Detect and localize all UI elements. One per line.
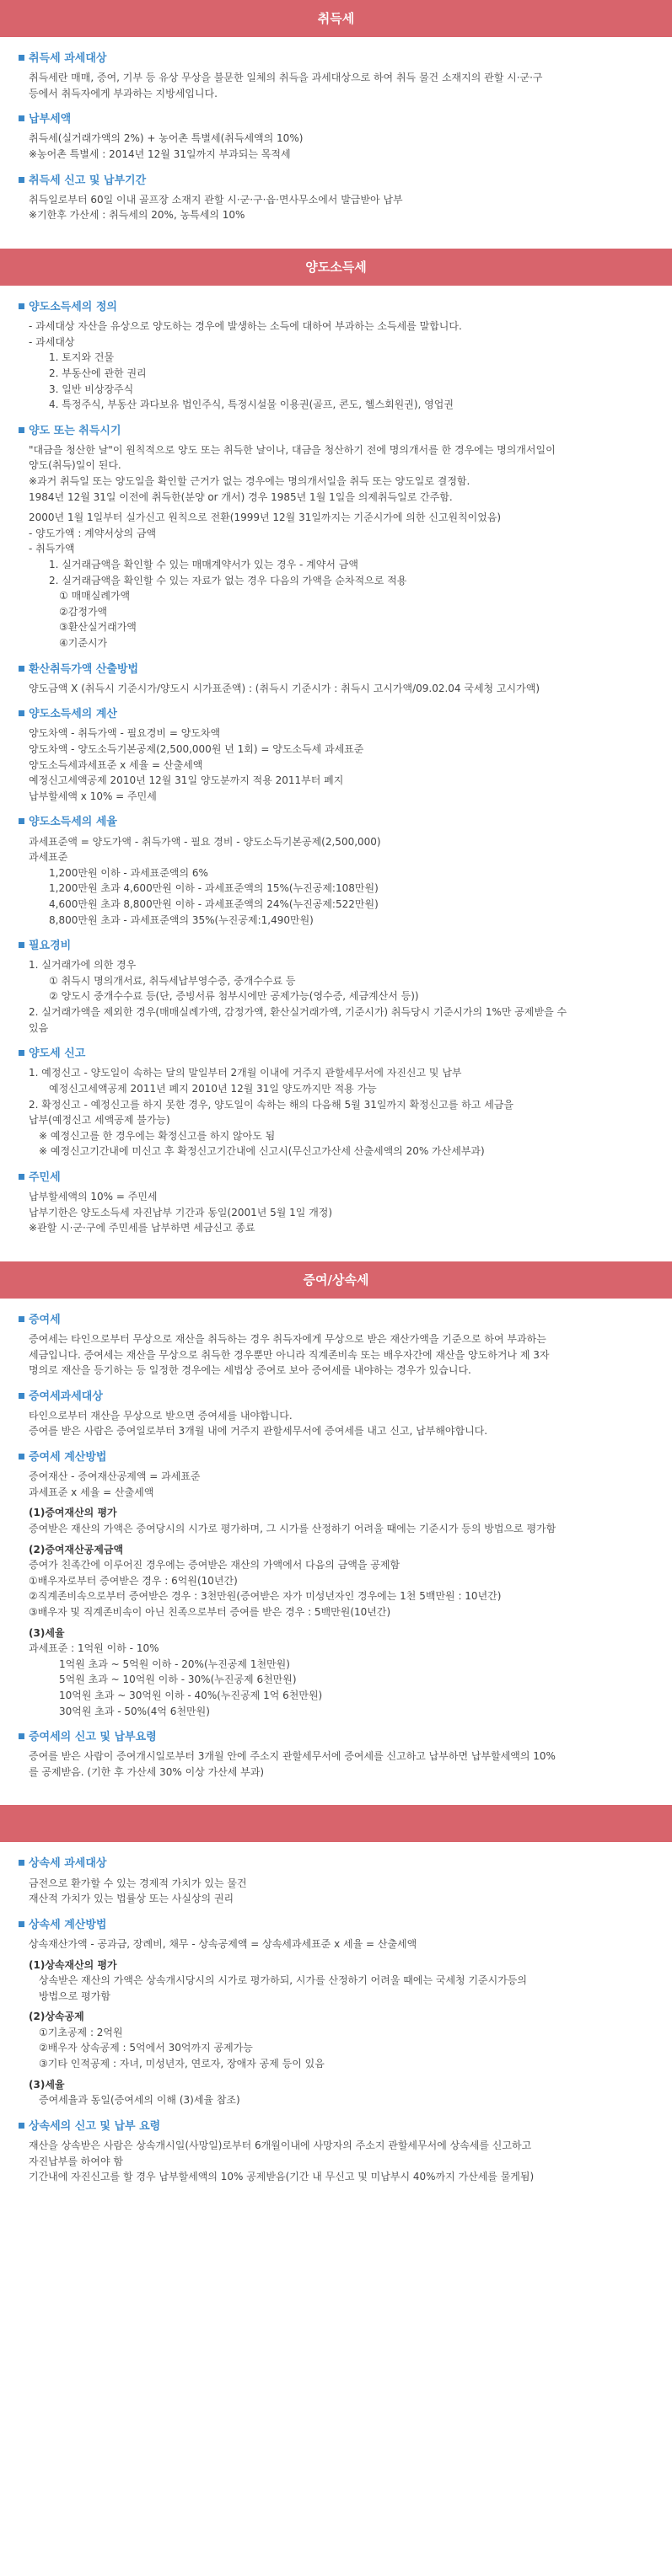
text-line: - 취득가액 — [29, 543, 75, 555]
text-line: 방법으로 평가함 — [39, 1990, 110, 2002]
text-line: 기간내에 자진신고를 할 경우 납부할세액의 10% 공제받음(기간 내 무신고 및 미납부시 40%까지 가산세를 물게됨) — [29, 2171, 535, 2183]
text-line: ※ 예정신고를 한 경우에는 확정신고를 하지 않아도 됨 — [39, 1129, 276, 1142]
acq-amount-title: 납부세액 — [19, 111, 653, 128]
text-line: - 양도가액 : 계약서상의 금액 — [29, 527, 157, 539]
text-line: 과세표준 x 세율 = 산출세액 — [29, 1486, 154, 1498]
text-line: 과세표준 : 1억원 이하 - 10% — [29, 1642, 159, 1655]
text-line: ②감정가액 — [59, 605, 108, 618]
gift-pay-title: 증여세의 신고 및 납부요령 — [19, 1729, 653, 1746]
text-line: 예정신고세액공제 2011년 폐지 2010년 12월 31일 양도까지만 적용 가능 — [49, 1082, 377, 1095]
text-line: ③환산실거래가액 — [59, 621, 137, 634]
text-line: ①기초공제 : 2억원 — [39, 2026, 123, 2038]
text-line: 납부(예정신고 세액공제 불가능) — [29, 1114, 170, 1127]
subheading: (1)증여재산의 평가 — [29, 1507, 117, 1519]
yang-rate-title: 양도소득세의 세율 — [19, 814, 653, 831]
text-line: ①배우자로부터 증여받은 경우 : 6억원(10년간) — [29, 1574, 238, 1587]
yang-time — [19, 423, 653, 651]
text-line: ④기준시가 — [59, 636, 108, 649]
text-line: - 과세대상 자산을 유상으로 양도하는 경우에 발생하는 소득에 대하여 부과하는 소득세를 말합니다. — [29, 320, 462, 333]
text-line: 재산을 상속받은 사람은 상속개시일(사망일)로부터 6개월이내에 사망자의 주소지 관할세무서에 상속세를 신고하고 — [29, 2140, 532, 2151]
text-line: 8,800만원 초과 - 과세표준액의 35%(누진공제:1,490만원) — [49, 913, 314, 926]
text-line: 증여를 받은 사람은 증여일로부터 3개월 내에 거주지 관할세무서에 증여세를 내고 신고, 납부해야합니다. — [29, 1425, 488, 1438]
text-line: 납부기한은 양도소득세 자진납부 기간과 동일(2001년 5월 1일 개정) — [29, 1206, 333, 1218]
inherit-target-title: 상속세 과세대상 — [19, 1856, 653, 1872]
subheading: (2)상속공제 — [29, 2011, 84, 2023]
yang-calc — [19, 706, 653, 804]
text-line: 4,600만원 초과 8,800만원 이하 - 과세표준액의 24%(누진공제:522만원) — [49, 897, 379, 910]
text-line: 1. 토지와 건물 — [49, 351, 115, 364]
yang-conversion — [19, 661, 653, 697]
subheading: (2)증여재산공제금액 — [29, 1543, 124, 1556]
transfer-tax-banner: 양도소득세 — [0, 249, 672, 286]
text-line: 취득세(실거래가액의 2%) + 농어촌 특별세(취득세액의 10%) — [29, 132, 304, 145]
text-line: 상속받은 재산의 가액은 상속개시당시의 시가로 평가하되, 시가를 산정하기 어려울 때에는 국세청 기준시가등의 — [39, 1974, 528, 1987]
inheritance-tax-banner — [0, 1805, 672, 1842]
gift-definition — [19, 1312, 653, 1379]
text-line: 2. 확정신고 - 예정신고를 하지 못한 경우, 양도일이 속하는 해의 다음해 5월 31일까지 확정신고를 하고 세금을 — [29, 1098, 513, 1111]
text-line: 30억원 초과 - 50%(4억 6천만원) — [59, 1705, 210, 1717]
acq-item-target — [19, 51, 653, 101]
text-line: 양도금액 X (취득시 기준시가/양도시 시가표준액) : (취득시 기준시가 : 취득시 고시가액/09.02.04 국세청 고시가액) — [29, 682, 540, 694]
text-line: ※기한후 가산세 : 취득세의 20%, 농특세의 10% — [29, 209, 245, 222]
text-line: 과세표준 — [29, 851, 68, 864]
yang-resident — [19, 1170, 653, 1236]
text-line: 명의로 재산을 등기하는 등 일정한 경우에는 세법상 증여로 보아 증여세를 내야하는 경우가 있습니다. — [29, 1364, 471, 1377]
text-line: 취득일로부터 60일 이내 골프장 소재지 관할 시·군·구·읍·면사무소에서 발급받아 납부 — [29, 193, 403, 206]
transfer-tax-section — [0, 286, 672, 1261]
text-line: 2000년 1월 1일부터 실가신고 원칙으로 전환(1999년 12월 31일까지는 기준시가에 의한 신고원칙이었음) — [29, 511, 502, 524]
subheading: (3)세율 — [29, 1626, 65, 1639]
gift-tax-section — [0, 1299, 672, 1806]
yang-conversion-title: 환산취득가액 산출방법 — [19, 661, 653, 678]
text-line: 증여재산 - 증여재산공제액 = 과세표준 — [29, 1470, 201, 1483]
text-line: 3. 일반 비상장주식 — [49, 383, 134, 395]
text-line: 자진납부를 하여야 함 — [29, 2155, 123, 2167]
gift-definition-title: 증여세 — [19, 1312, 653, 1329]
inherit-calc-title: 상속세 계산방법 — [19, 1917, 653, 1934]
text-line: 증여가 친족간에 이루어진 경우에는 증여받은 재산의 가액에서 다음의 금액을 공제함 — [29, 1559, 401, 1572]
text-line: ※ 예정신고기간내에 미신고 후 확정신고기간내에 신고시(무신고가산세 산출세액의 20% 가산세부과) — [39, 1145, 485, 1158]
subheading: (1)상속재산의 평가 — [29, 1958, 117, 1971]
inherit-pay-title: 상속세의 신고 및 납부 요령 — [19, 2118, 653, 2135]
text-line: 1. 실거래가에 의한 경우 — [29, 959, 137, 972]
text-line: 있음 — [29, 1021, 49, 1034]
acquisition-tax-banner: 취득세 — [0, 0, 672, 37]
text-line: ③기타 인적공제 : 자녀, 미성년자, 연로자, 장애자 공제 등이 있음 — [39, 2058, 325, 2070]
text-line: 예정신고세액공제 2010년 12월 31일 양도분까지 적용 2011부터 폐지 — [29, 774, 344, 787]
text-line: 1,200만원 이하 - 과세표준액의 6% — [49, 866, 208, 879]
text-line: 1984년 12월 31일 이전에 취득한(분양 or 개서) 경우 1985년 1월 1일을 의제취득일로 간주함. — [29, 490, 453, 503]
text-line: 2. 실거래금액을 확인할 수 있는 자료가 없는 경우 다음의 가액을 순차적으로 적용 — [49, 574, 407, 586]
acq-target-title: 취득세 과세대상 — [19, 51, 653, 67]
inherit-target — [19, 1856, 653, 1906]
text-line: 금전으로 환가할 수 있는 경제적 가치가 있는 물건 — [29, 1877, 247, 1889]
text-line: ※관할 시·군·구에 주민세를 납부하면 세금신고 종료 — [29, 1222, 255, 1234]
text-line: 상속재산가액 - 공과금, 장례비, 채무 - 상속공제액 = 상속세과세표준 x 세율 = 산출세액 — [29, 1937, 417, 1950]
text-line: 양도소득세과세표준 x 세율 = 산출세액 — [29, 758, 203, 771]
text-line: 취득세란 매매, 증여, 기부 등 유상 무상을 불문한 일체의 취득을 과세대상으로 하여 취득 물건 소재지의 관할 시·군·구 — [29, 72, 543, 84]
text-line: 타인으로부터 재산을 무상으로 받으면 증여세를 내야합니다. — [29, 1409, 293, 1422]
gift-calc-title: 증여세 계산방법 — [19, 1449, 653, 1466]
text-line: 1. 실거래금액을 확인할 수 있는 매매계약서가 있는 경우 - 계약서 금액 — [49, 558, 358, 570]
yang-definition-title: 양도소득세의 정의 — [19, 299, 653, 316]
subheading: (3)세율 — [29, 2078, 65, 2091]
text-line: 양도(취득)일이 된다. — [29, 459, 121, 472]
text-line: 납부할세액 x 10% = 주민세 — [29, 790, 157, 802]
text-line: ① 매매실례가액 — [59, 590, 131, 602]
text-line: 증여받은 재산의 가액은 증여당시의 시가로 평가하며, 그 시가를 산정하기 어려울 때에는 기준시가 등의 방법으로 평가함 — [29, 1523, 556, 1534]
yang-report — [19, 1046, 653, 1159]
acquisition-tax-section — [0, 37, 672, 249]
yang-calc-title: 양도소득세의 계산 — [19, 706, 653, 723]
text-line: 1,200만원 초과 4,600만원 이하 - 과세표준액의 15%(누진공제:108만원) — [49, 882, 379, 895]
text-line: 재산적 가치가 있는 법률상 또는 사실상의 권리 — [29, 1893, 234, 1905]
text-line: ②배우자 상속공제 : 5억에서 30억까지 공제가능 — [39, 2042, 253, 2054]
yang-need — [19, 938, 653, 1036]
inherit-pay — [19, 2118, 653, 2185]
text-line: - 과세대상 — [29, 335, 75, 348]
inheritance-tax-section — [0, 1842, 672, 2209]
text-line: ① 취득시 명의개서료, 취득세납부영수증, 중개수수료 등 — [49, 974, 296, 987]
text-line: 증여세는 타인으로부터 무상으로 재산을 취득하는 경우 취득자에게 무상으로 받은 재산가액을 기준으로 하여 부과하는 — [29, 1332, 546, 1345]
gift-payer-title: 증여세과세대상 — [19, 1389, 653, 1406]
text-line: 1억원 초과 ~ 5억원 이하 - 20%(누진공제 1천만원) — [59, 1658, 290, 1670]
text-line: 4. 특정주식, 부동산 과다보유 법인주식, 특정시설물 이용권(골프, 콘도, 헬스회원권), 영업권 — [49, 399, 454, 411]
text-line: 를 공제받음. (기한 후 가산세 30% 이상 가산세 부과) — [29, 1765, 265, 1778]
text-line: 세금입니다. 증여세는 재산을 무상으로 취득한 경우뿐만 아니라 직계존비속 또는 배우자간에 재산을 양도하거나 제 3자 — [29, 1348, 550, 1361]
text-line: 2. 실거래가액을 제외한 경우(매매실례가액, 감정가액, 환산실거래가액, 기준시가) 취득당시 기준시가의 1%만 공제받을 수 — [29, 1006, 567, 1019]
yang-definition — [19, 299, 653, 413]
text-line: 양도차액 - 양도소득기본공제(2,500,000원 년 1회) = 양도소득세 과세표준 — [29, 743, 364, 756]
text-line: 1. 예정신고 - 양도일이 속하는 달의 말일부터 2개월 이내에 거주지 관할세무서에 자진신고 및 납부 — [29, 1067, 462, 1079]
yang-need-title: 필요경비 — [19, 938, 653, 955]
yang-resident-title: 주민세 — [19, 1170, 653, 1186]
text-line: 납부할세액의 10% = 주민세 — [29, 1191, 158, 1203]
text-line: 증여세율과 동일(증여세의 이해 (3)세율 참조) — [39, 2094, 240, 2107]
yang-rate — [19, 814, 653, 928]
gift-payer — [19, 1389, 653, 1439]
gift-calc — [19, 1449, 653, 1719]
text-line: 증여를 받은 사람이 증여개시일로부터 3개월 안에 주소지 관할세무서에 증여세를 신고하고 납부하면 납부할세액의 10% — [29, 1750, 556, 1763]
acq-item-amount — [19, 111, 653, 162]
text-line: "대금을 청산한 날"이 원칙적으로 양도 또는 취득한 날이나, 대금을 청산하기 전에 명의개서를 한 경우에는 명의개서일이 — [29, 443, 556, 456]
text-line: 등에서 취득자에게 부과하는 지방세입니다. — [29, 87, 218, 99]
text-line: 2. 부동산에 관한 권리 — [49, 367, 147, 379]
text-line: ②직계존비속으로부터 증여받은 경우 : 3천만원(증여받은 자가 미성년자인 경우에는 1천 5백만원 : 10년간) — [29, 1590, 502, 1603]
text-line: ② 양도시 중개수수료 등(단, 증빙서류 첨부시에만 공제가능(영수증, 세금계산서 등)) — [49, 990, 419, 1003]
inherit-calc — [19, 1917, 653, 2108]
text-line: 양도차액 - 취득가액 - 필요경비 = 양도차액 — [29, 727, 221, 740]
text-line: ※과거 취득일 또는 양도일을 확인할 근거가 없는 경우에는 명의개서일을 취득 또는 양도일로 결정함. — [29, 475, 470, 488]
gift-pay — [19, 1729, 653, 1780]
text-line: ③배우자 및 직계존비속이 아닌 친족으로부터 증여를 받은 경우 : 5백만원(10년간) — [29, 1605, 391, 1618]
text-line: ※농어촌 특별세 : 2014년 12월 31일까지 부과되는 목적세 — [29, 148, 291, 161]
text-line: 과세표준액 = 양도가액 - 취득가액 - 필요 경비 - 양도소득기본공제(2,500,000) — [29, 835, 381, 848]
acq-period-title: 취득세 신고 및 납부기간 — [19, 173, 653, 190]
gift-tax-banner: 증여/상속세 — [0, 1261, 672, 1299]
yang-report-title: 양도세 신고 — [19, 1046, 653, 1063]
yang-time-title: 양도 또는 취득시기 — [19, 423, 653, 440]
text-line: 10억원 초과 ~ 30억원 이하 - 40%(누진공제 1억 6천만원) — [59, 1689, 323, 1701]
acq-item-period — [19, 173, 653, 223]
text-line: 5억원 초과 ~ 10억원 이하 - 30%(누진공제 6천만원) — [59, 1674, 297, 1686]
